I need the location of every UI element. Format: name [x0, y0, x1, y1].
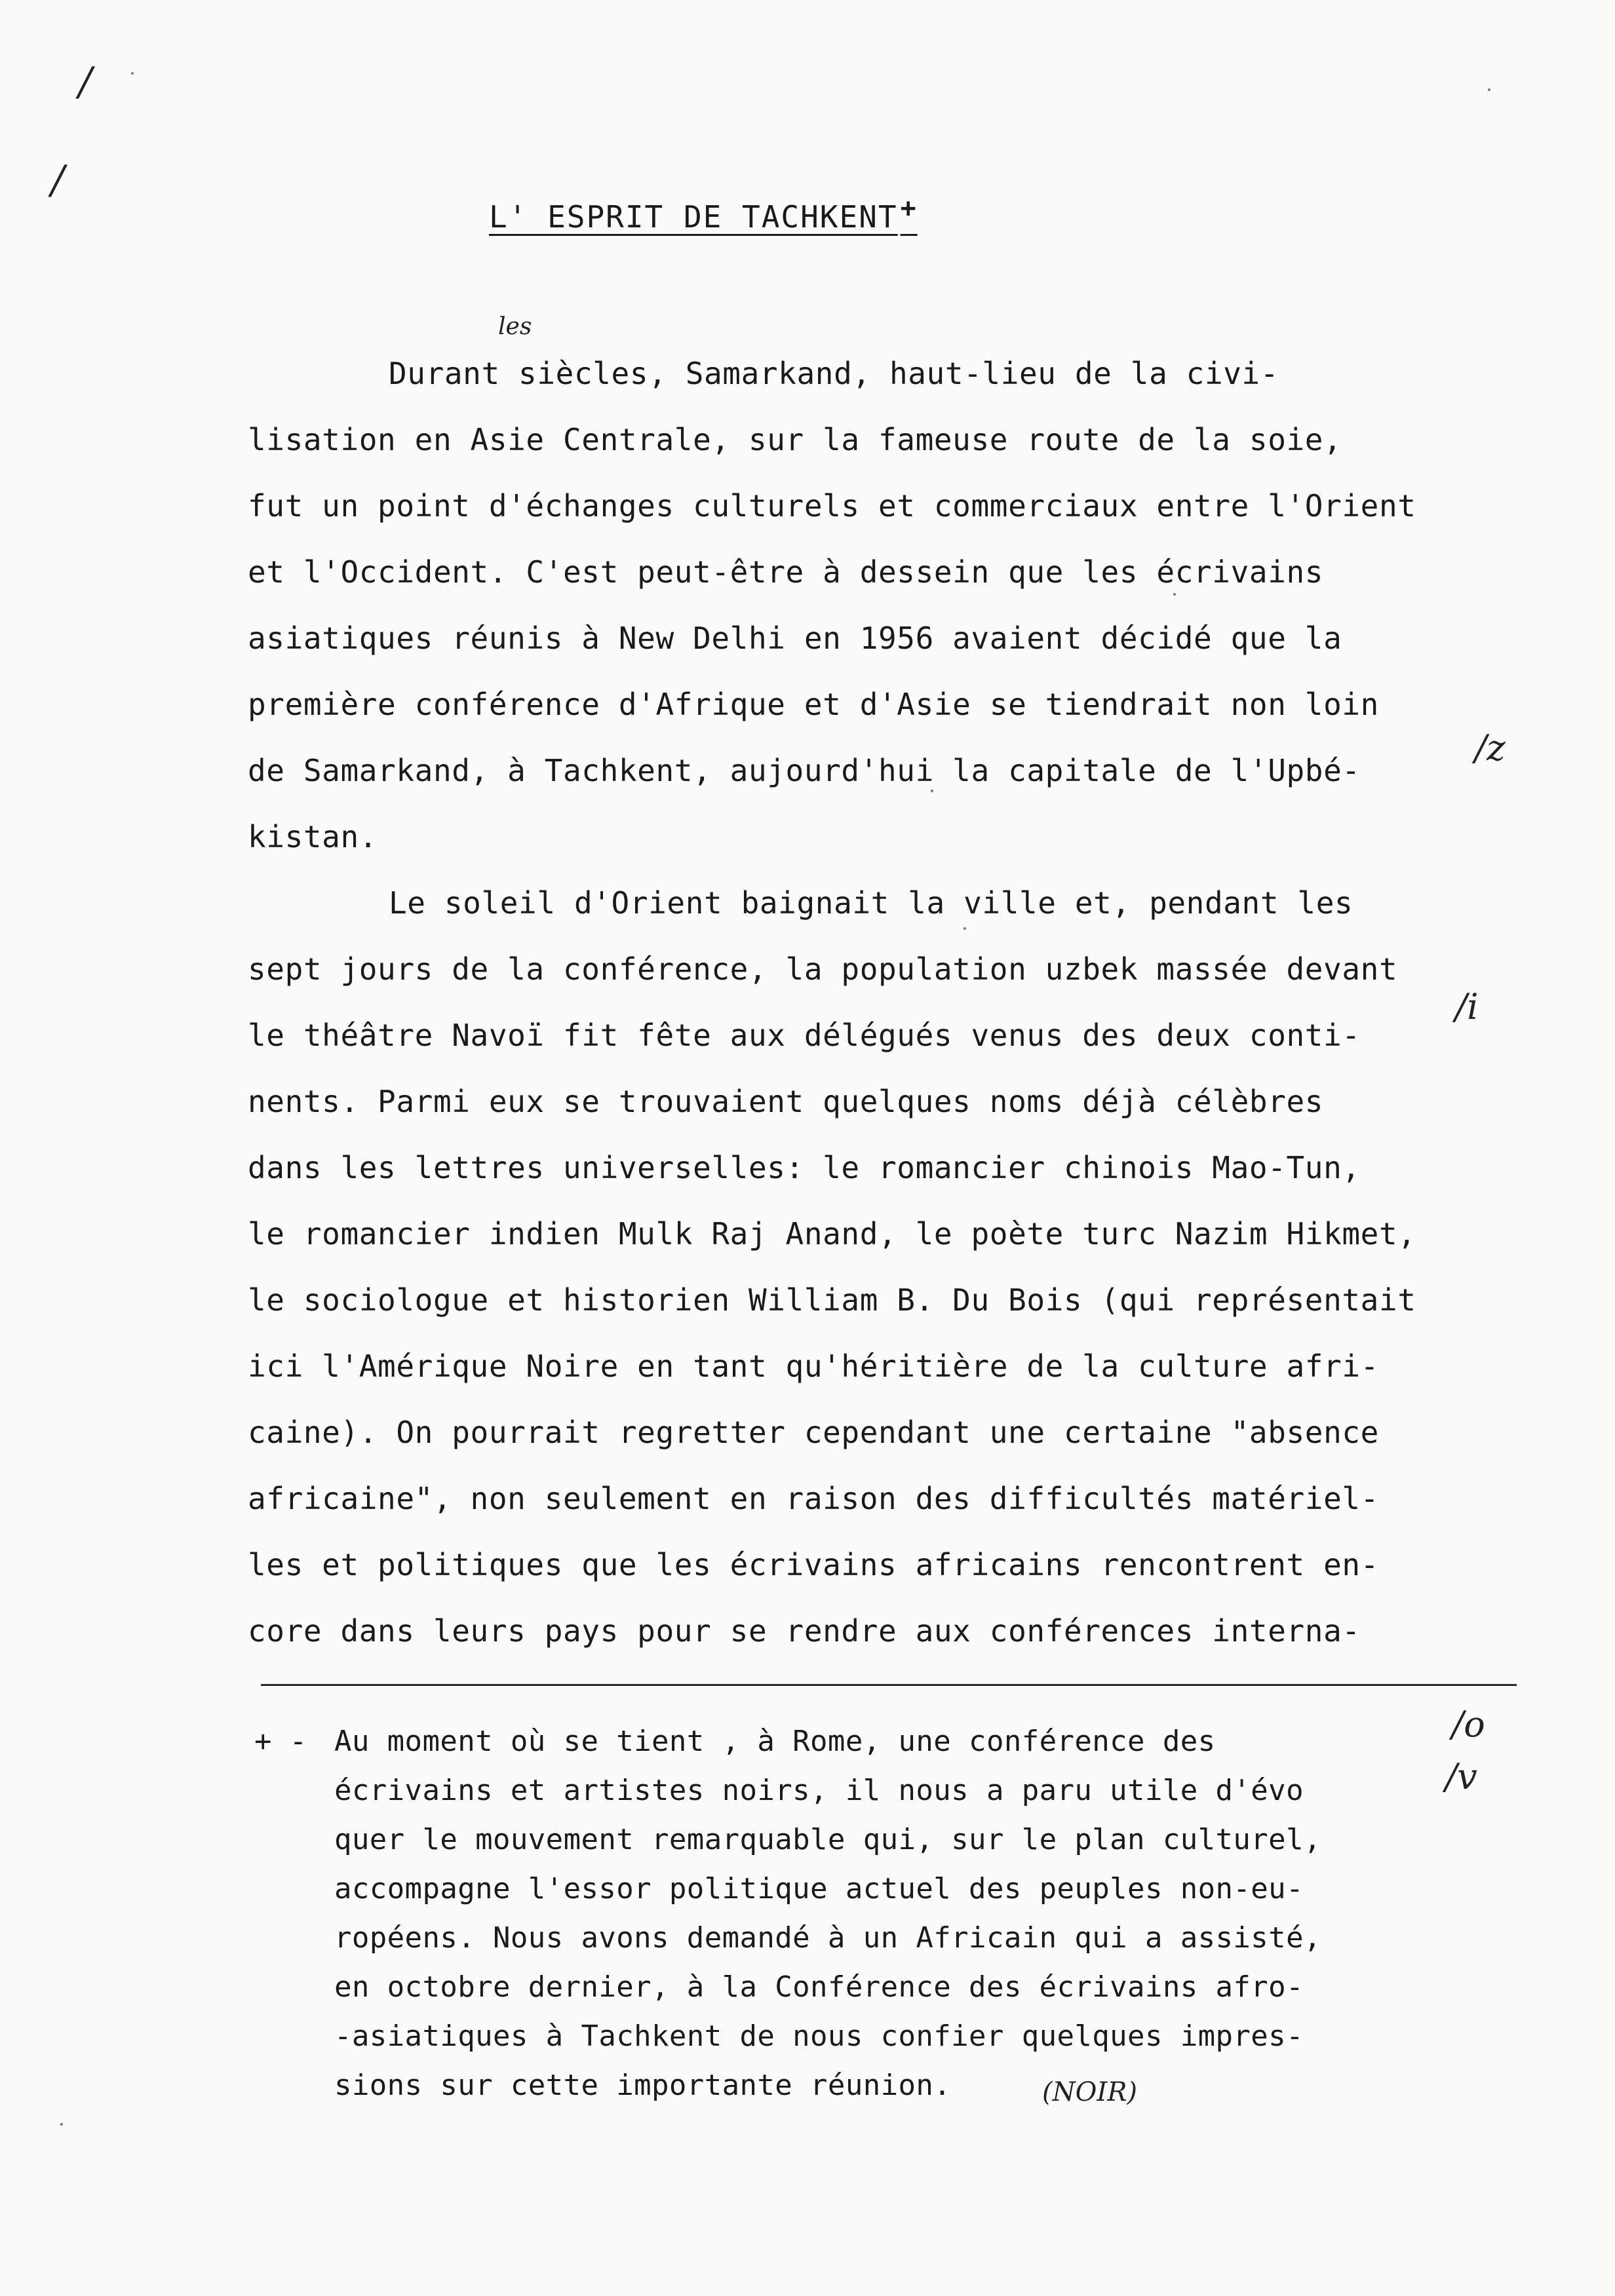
scan-speck: [60, 2123, 63, 2126]
body-line: Durant siècles, Samarkand, haut-lieu de la civi-: [389, 356, 1279, 391]
handwritten-correction-i: /i: [1455, 986, 1479, 1027]
handwritten-correction-z: /z: [1475, 727, 1506, 769]
margin-mark-top: /: [79, 59, 92, 105]
body-line: première conférence d'Afrique et d'Asie se tiendrait non loin: [248, 687, 1379, 722]
body-line: le théâtre Navoï fit fête aux délégués venus des deux conti-: [248, 1018, 1361, 1053]
footnote-line: quer le mouvement remarquable qui, sur le plan culturel,: [334, 1823, 1321, 1856]
footnote-line: en octobre dernier, à la Conférence des écrivains afro-: [334, 1970, 1304, 2004]
footnote-line-text: Au moment où se tient , à Rome, une conférence des: [334, 1725, 1216, 1758]
handwritten-note-noir: (NOIR): [1042, 2077, 1137, 2107]
scan-speck: [931, 790, 933, 792]
margin-mark-left: /: [51, 157, 65, 203]
body-line: le romancier indien Mulk Raj Anand, le poète turc Nazim Hikmet,: [248, 1216, 1416, 1252]
handwritten-correction-o: /o: [1452, 1704, 1485, 1745]
body-line: africaine", non seulement en raison des difficultés matériel-: [248, 1481, 1379, 1516]
body-line: lisation en Asie Centrale, sur la fameuse route de la soie,: [248, 422, 1342, 457]
scan-speck: [963, 927, 966, 930]
body-line: kistan.: [248, 819, 378, 854]
body-line: caine). On pourrait regretter cependant une certaine "absence: [248, 1415, 1379, 1450]
footnote-marker: + -: [254, 1725, 307, 1758]
body-line: asiatiques réunis à New Delhi en 1956 avaient décidé que la: [248, 621, 1342, 656]
body-line: core dans leurs pays pour se rendre aux conférences interna-: [248, 1613, 1361, 1649]
body-line: Le soleil d'Orient baignait la ville et, pendant les: [389, 885, 1353, 921]
scan-speck: [131, 72, 134, 75]
title-text: L' ESPRIT DE TACHKENT: [489, 199, 898, 235]
footnote-separator: [261, 1684, 1517, 1686]
scan-speck: [1488, 88, 1490, 91]
scan-speck: [1173, 593, 1176, 596]
document-title: [489, 193, 918, 235]
footnote-line: ropéens. Nous avons demandé à un Africain qui a assisté,: [334, 1921, 1321, 1955]
body-line: et l'Occident. C'est peut-être à dessein que les écrivains: [248, 554, 1324, 590]
body-line: de Samarkand, à Tachkent, aujourd'hui la capitale de l'Upbé-: [248, 753, 1361, 788]
footnote: [254, 1717, 1473, 2110]
body-line: fut un point d'échanges culturels et commerciaux entre l'Orient: [248, 488, 1416, 524]
body-line: ici l'Amérique Noire en tant qu'héritière de la culture afri-: [248, 1349, 1379, 1384]
handwritten-correction-v: /v: [1445, 1756, 1477, 1797]
body-line: nents. Parmi eux se trouvaient quelques noms déjà célèbres: [248, 1084, 1324, 1119]
footnote-line: accompagne l'essor politique actuel des peuples non-eu-: [334, 1872, 1304, 1905]
footnote-line: sions sur cette importante réunion.: [334, 2069, 952, 2102]
body-line: les et politiques que les écrivains africains rencontrent en-: [248, 1547, 1379, 1582]
footnote-line: écrivains et artistes noirs, il nous a paru utile d'évo: [334, 1774, 1304, 1807]
body-line: sept jours de la conférence, la population uzbek massée devant: [248, 951, 1398, 987]
body-line: dans les lettres universelles: le romancier chinois Mao-Tun,: [248, 1150, 1361, 1185]
title-footnote-mark: +: [900, 193, 918, 223]
footnote-line: [254, 1717, 1473, 1766]
body-text: [248, 341, 1513, 1664]
handwritten-insert-les: les: [498, 313, 532, 340]
footnote-line: -asiatiques à Tachkent de nous confier quelques impres-: [334, 2019, 1304, 2053]
body-line: le sociologue et historien William B. Du Bois (qui représentait: [248, 1282, 1416, 1318]
